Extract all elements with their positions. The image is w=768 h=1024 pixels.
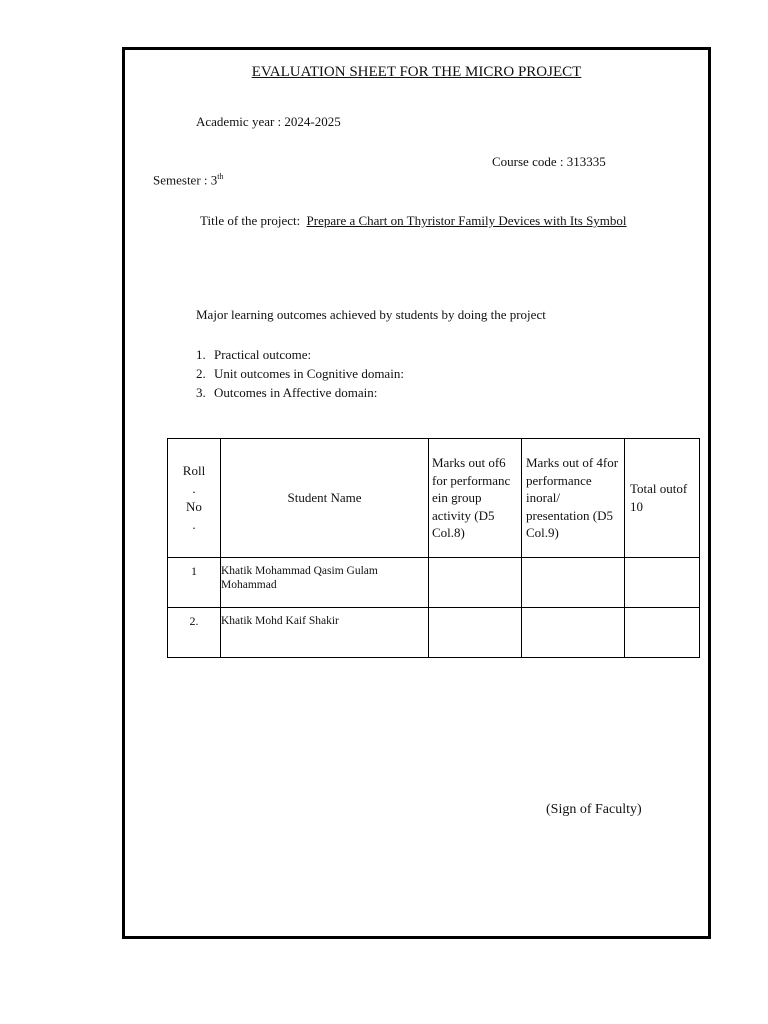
header-total: Total outof 10 (625, 439, 700, 558)
header-marks-group-activity: Marks out of6 for performanc ein group activity (D5 Col.8) (429, 439, 522, 558)
table-header-row (168, 439, 700, 558)
row-roll: 2. (168, 608, 221, 658)
semester: Semester : 3th (153, 172, 224, 188)
row-roll: 1 (168, 558, 221, 608)
table-row (168, 608, 700, 658)
header-roll-no: Roll . No . (168, 439, 221, 558)
row-marks4-cell (522, 608, 625, 658)
project-title-value: Prepare a Chart on Thyristor Family Devices with Its Symbol (306, 213, 627, 228)
row-total-cell (625, 608, 700, 658)
row-total-cell (625, 558, 700, 608)
header-marks-presentation: Marks out of 4for performance inoral/ presentation (D5 Col.9) (522, 439, 625, 558)
faculty-signature-label: (Sign of Faculty) (546, 802, 642, 817)
row-marks6-cell (429, 608, 522, 658)
table-row (168, 558, 700, 608)
outcome-item: 3. Outcomes in Affective domain: (196, 385, 378, 400)
outcome-item: 1. Practical outcome: (196, 347, 312, 362)
outcomes-list (196, 345, 404, 402)
evaluation-sheet (122, 47, 711, 939)
course-code: Course code : 313335 (492, 154, 606, 169)
evaluation-table (167, 438, 700, 658)
sheet-title: EVALUATION SHEET FOR THE MICRO PROJECT (251, 64, 582, 80)
academic-year: Academic year : 2024-2025 (196, 114, 341, 129)
row-marks4-cell (522, 558, 625, 608)
row-student-name: Khatik Mohd Kaif Shakir (221, 608, 429, 658)
row-marks6-cell (429, 558, 522, 608)
project-title (200, 213, 627, 229)
row-student-name: Khatik Mohammad Qasim Gulam Mohammad (221, 558, 429, 608)
header-student-name: Student Name (221, 439, 429, 558)
project-title-label: Title of the project: (200, 213, 301, 228)
outcomes-heading: Major learning outcomes achieved by students by doing the project (196, 307, 546, 322)
outcome-item: 2. Unit outcomes in Cognitive domain: (196, 366, 404, 381)
